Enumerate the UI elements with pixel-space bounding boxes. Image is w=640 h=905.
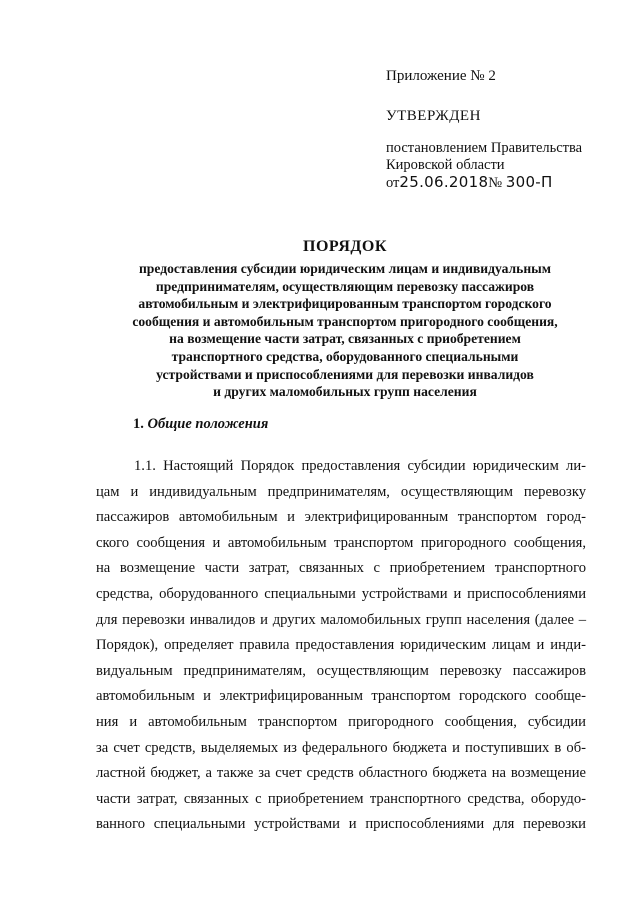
paragraph-line: ния и автомобильным транспортом пригородного сообщения, субсидии <box>96 713 586 730</box>
paragraph-line: части затрат, связанных с приобретением транспортного средства, оборудо- <box>96 790 586 807</box>
title-line: транспортного средства, оборудованного специальными <box>171 348 519 364</box>
decree-block <box>386 140 626 192</box>
decree-number-prefix: № <box>488 175 503 191</box>
title-main: ПОРЯДОК <box>303 238 387 255</box>
section-heading <box>133 416 268 433</box>
title-line: на возмещение части затрат, связанных с приобретением <box>169 331 521 347</box>
appendix-label: Приложение № 2 <box>386 68 496 84</box>
approved-label: УТВЕРЖДЕН <box>386 108 481 124</box>
paragraph-line: видуальным предпринимателям, осуществляющим перевозку пассажиров <box>96 662 586 679</box>
decree-date-handwritten: 25.06.2018 <box>399 173 489 191</box>
decree-line-2: Кировской области <box>386 157 505 173</box>
paragraph-line: ластной бюджет, а также за счет средств областного бюджета на возмещение <box>96 765 586 782</box>
paragraph-line: средства, оборудованного специальными устройствами и приспособлениями <box>96 585 586 602</box>
title-line: сообщения и автомобильным транспортом пригородного сообщения, <box>132 313 558 329</box>
paragraph-line: за счет средств, выделяемых из федерального бюджета и поступивших в об- <box>96 739 586 756</box>
paragraph-line: ванного специальными устройствами и приспособлениями для перевозки <box>96 816 586 833</box>
decree-number-handwritten: 300-П <box>505 173 553 191</box>
paragraph-line: Порядок), определяет правила предоставления юридическим лицам и инди- <box>96 637 586 654</box>
paragraph-1-1 <box>96 454 586 838</box>
section-number: 1. <box>133 416 144 432</box>
title-line: предоставления субсидии юридическим лицам и индивидуальным <box>138 261 552 276</box>
paragraph-line: автомобильным и электрифицированным транспортом городского сообще- <box>96 688 586 705</box>
paragraph-line: 1.1. Настоящий Порядок предоставления субсидии юридическим ли- <box>134 458 586 474</box>
paragraph-line: на возмещение части затрат, связанных с приобретением транспортного <box>96 560 586 577</box>
paragraph-line: пассажиров автомобильным и электрифицированным транспортом город- <box>96 509 586 526</box>
decree-line-1: постановлением Правительства <box>386 140 583 156</box>
title-subtitle <box>80 260 610 401</box>
document-title <box>80 238 610 401</box>
paragraph-line: для перевозки инвалидов и других маломобильных групп населения (далее – <box>96 611 586 628</box>
decree-date-prefix: от <box>386 175 400 191</box>
paragraph-line: цам и индивидуальным предпринимателям, осуществляющим перевозку <box>96 483 586 500</box>
title-line: устройствами и приспособлениями для перевозки инвалидов <box>156 366 534 382</box>
title-line: предпринимателям, осуществляющим перевозку пассажиров <box>155 278 535 294</box>
title-line: и других маломобильных групп населения <box>213 384 477 400</box>
paragraph-line: ского сообщения и автомобильным транспортом пригородного сообщения, <box>96 534 586 551</box>
title-line: автомобильным и электрифицированным транспортом городского <box>138 296 552 312</box>
section-title: Общие положения <box>147 416 269 432</box>
decree-date-line <box>386 174 626 192</box>
